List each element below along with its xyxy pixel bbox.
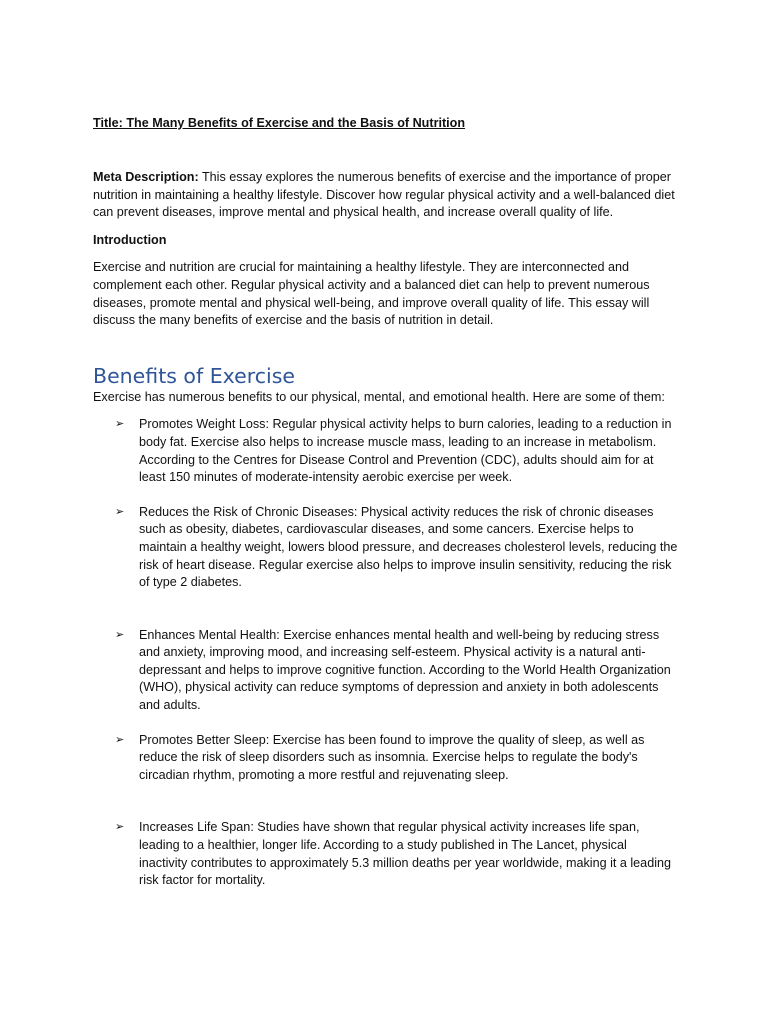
list-item [93, 819, 678, 889]
list-item [93, 416, 678, 486]
list-item [93, 627, 678, 715]
meta-description [93, 169, 678, 222]
benefits-intro-paragraph: Exercise has numerous benefits to our physical, mental, and emotional health. Here are some of them: [93, 389, 665, 404]
meta-text: This essay explores the numerous benefits of exercise and the importance of proper nutrition in maintaining a healthy lifestyle. Discover how regular physical activity and a well-balanced diet can prevent diseases, improve mental and physical health, and increase overall quality of life. [93, 170, 675, 220]
list-item-text: Enhances Mental Health: Exercise enhances mental health and well-being by reducing stress and anxiety, improving mood, and increasing self-esteem. Physical activity is a natural anti-depressant and helps to improve cognitive function. According to the World Health Organization (WHO), physical activity can reduce symptoms of depression and anxiety in both adolescents and adults. [139, 627, 671, 713]
list-item-text: Reduces the Risk of Chronic Diseases: Physical activity reduces the risk of chronic diseases such as obesity, diabetes, cardiovascular diseases, and some cancers. Exercise helps to maintain a healthy weight, lowers blood pressure, and decreases cholesterol levels, reducing the risk of heart disease. Regular exercise also helps to improve insulin sensitivity, reducing the risk of type 2 diabetes. [139, 504, 678, 590]
list-item-text: Promotes Weight Loss: Regular physical activity helps to burn calories, leading to a reduction in body fat. Exercise also helps to increase muscle mass, leading to an increase in metabolism. According to the Centres for Disease Control and Prevention (CDC), adults should aim for at least 150 minutes of moderate-intensity aerobic exercise per week. [139, 417, 672, 485]
introduction-paragraph: Exercise and nutrition are crucial for maintaining a healthy lifestyle. They are interconnected and complement each other. Regular physical activity and a balanced diet can help to prevent numerous diseases, promote mental and physical well-being, and improve overall quality of life. This essay will discuss the many benefits of exercise and the basis of nutrition in detail. [93, 260, 650, 328]
arrow-bullet-icon: ➢ [115, 821, 125, 834]
list-item-text: Increases Life Span: Studies have shown that regular physical activity increases life span, leading to a healthier, longer life. According to a study published in The Lancet, physical inactivity contributes to approximately 5.3 million deaths per year worldwide, making it a leading risk factor for mortality. [139, 820, 671, 888]
arrow-bullet-icon: ➢ [115, 505, 125, 518]
document-title: Title: The Many Benefits of Exercise and the Basis of Nutrition [93, 116, 466, 130]
document-body [93, 114, 678, 890]
list-item-text: Promotes Better Sleep: Exercise has been found to improve the quality of sleep, as well as reduce the risk of sleep disorders such as insomnia. Exercise helps to regulate the body's circadian rhythm, promoting a more restful and rejuvenating sleep. [139, 732, 645, 782]
list-item [93, 504, 678, 592]
introduction-heading: Introduction [93, 232, 167, 247]
arrow-bullet-icon: ➢ [115, 418, 125, 431]
meta-label: Meta Description: [93, 170, 199, 184]
arrow-bullet-icon: ➢ [115, 733, 125, 746]
section-heading-benefits: Benefits of Exercise [93, 363, 296, 388]
list-item [93, 732, 678, 785]
benefits-list [93, 416, 678, 889]
arrow-bullet-icon: ➢ [115, 628, 125, 641]
